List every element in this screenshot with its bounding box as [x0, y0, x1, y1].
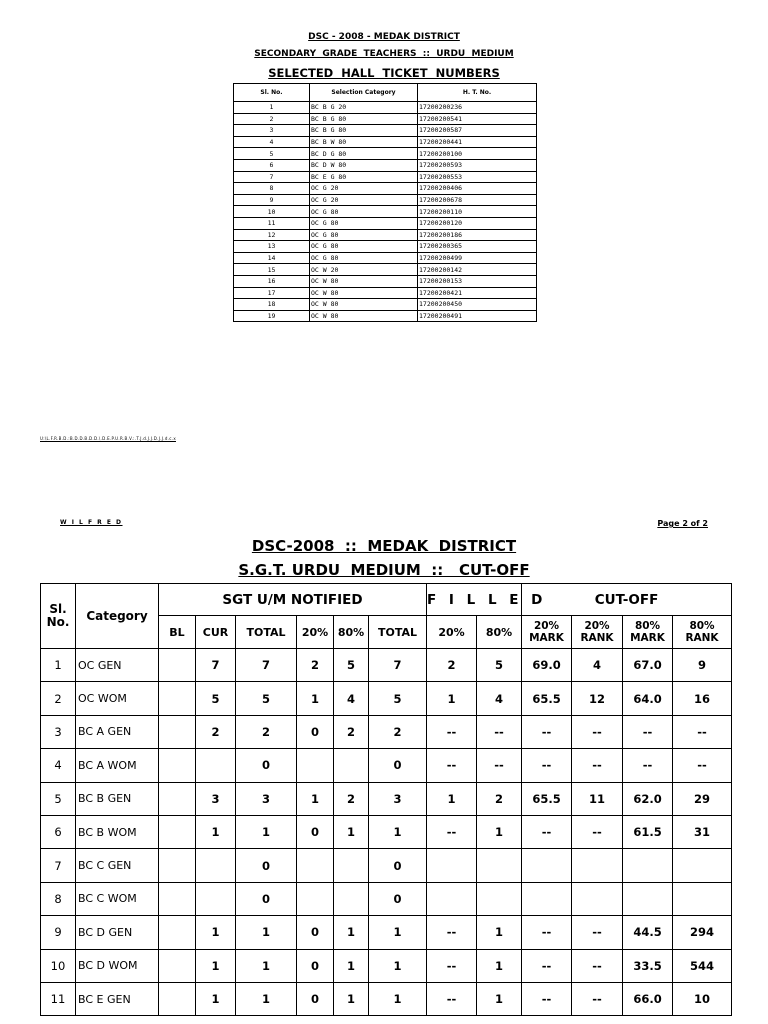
rank-80-cell: 294: [673, 916, 732, 949]
category-cell: BC D WOM: [76, 949, 159, 982]
mark-20-cell: 69.0: [522, 649, 572, 682]
notified-80-cell: [334, 882, 369, 915]
notified-20-cell: 1: [297, 782, 334, 815]
notified-80-cell: 2: [334, 715, 369, 748]
rank-20-cell: --: [572, 982, 623, 1015]
sl-no-cell: 15: [234, 264, 310, 276]
sl-no-cell: 9: [41, 916, 76, 949]
table-row: [234, 206, 537, 218]
bl-cell: [159, 982, 196, 1015]
total-2-cell: 1: [369, 916, 427, 949]
category-cell: BC D G 80: [310, 148, 418, 160]
total-cell: 3: [236, 782, 297, 815]
notified-80-cell: 1: [334, 982, 369, 1015]
filled-80-cell: 1: [477, 916, 522, 949]
sl-no-cell: 10: [234, 206, 310, 218]
category-cell: OC W 80: [310, 299, 418, 311]
cur-cell: 5: [196, 682, 236, 715]
ht-no-cell: 17200200236: [418, 102, 537, 114]
sl-no-cell: 1: [41, 649, 76, 682]
mark-80-cell: --: [623, 715, 673, 748]
filled-80-cell: 4: [477, 682, 522, 715]
category-cell: BC B WOM: [76, 815, 159, 848]
rank-80-cell: 544: [673, 949, 732, 982]
sl-no-cell: 9: [234, 194, 310, 206]
notified-20-cell: 0: [297, 916, 334, 949]
sl-no-cell: 2: [234, 113, 310, 125]
sl-no-cell: 8: [234, 183, 310, 195]
filled-80-cell: [477, 849, 522, 882]
category-cell: BC D GEN: [76, 916, 159, 949]
top-title-hall-tickets: SELECTED HALL TICKET NUMBERS: [268, 66, 500, 80]
sl-no-cell: 2: [41, 682, 76, 715]
mark-20-cell: --: [522, 715, 572, 748]
filled-80-cell: 5: [477, 649, 522, 682]
total-2-cell: 5: [369, 682, 427, 715]
sl-no-cell: 3: [41, 715, 76, 748]
cur-cell: 2: [196, 715, 236, 748]
sl-no-cell: 5: [41, 782, 76, 815]
category-cell: OC G 80: [310, 217, 418, 229]
table-row: [41, 882, 732, 915]
notified-80-cell: 2: [334, 782, 369, 815]
sl-no-cell: 18: [234, 299, 310, 311]
notified-80-cell: [334, 849, 369, 882]
cutoff-title-medium: S.G.T. URDU MEDIUM :: CUT-OFF: [238, 561, 530, 579]
sl-no-cell: 16: [234, 275, 310, 287]
rank-20-cell: --: [572, 815, 623, 848]
watermark-text: W I L F R E D: [60, 519, 123, 526]
hall-ticket-rows: [234, 102, 537, 322]
sl-no-cell: 4: [41, 749, 76, 782]
category-cell: BC B W 80: [310, 136, 418, 148]
table-row: [234, 148, 537, 160]
sl-no-cell: 11: [41, 982, 76, 1015]
bl-cell: [159, 849, 196, 882]
total-2-cell: 3: [369, 782, 427, 815]
total-cell: 7: [236, 649, 297, 682]
notified-20-cell: [297, 849, 334, 882]
rank-80-cell: [673, 882, 732, 915]
total-cell: 2: [236, 715, 297, 748]
table-row: [41, 649, 732, 682]
table-row: [41, 916, 732, 949]
page-number: Page 2 of 2: [657, 519, 708, 528]
table-row: [234, 229, 537, 241]
sl-no-cell: 7: [41, 849, 76, 882]
total-2-cell: 0: [369, 849, 427, 882]
sl-no-cell: 14: [234, 252, 310, 264]
table-row: [234, 102, 537, 114]
category-cell: BC D W 80: [310, 159, 418, 171]
mark-80-cell: 44.5: [623, 916, 673, 949]
sl-no-cell: 17: [234, 287, 310, 299]
sl-no-cell: 10: [41, 949, 76, 982]
bl-cell: [159, 749, 196, 782]
cutoff-title-district: DSC-2008 :: MEDAK DISTRICT: [251, 537, 517, 555]
notified-20-cell: [297, 882, 334, 915]
table-row: [234, 299, 537, 311]
rank-80-cell: 16: [673, 682, 732, 715]
ht-no-cell: 17200200100: [418, 148, 537, 160]
total-cell: 5: [236, 682, 297, 715]
filled-80-cell: --: [477, 715, 522, 748]
rank-80-cell: 9: [673, 649, 732, 682]
cur-cell: [196, 882, 236, 915]
filled-80-cell: 2: [477, 782, 522, 815]
total-cell: 1: [236, 982, 297, 1015]
mark-20-cell: --: [522, 815, 572, 848]
table-row: [234, 136, 537, 148]
table-row: [41, 682, 732, 715]
table-row: [234, 113, 537, 125]
ht-no-cell: 17200200491: [418, 310, 537, 322]
filled-20-cell: --: [427, 715, 477, 748]
bl-cell: [159, 782, 196, 815]
sl-no-cell: 12: [234, 229, 310, 241]
rank-20-cell: 12: [572, 682, 623, 715]
table-row: [234, 310, 537, 322]
cutoff-rows: [41, 649, 732, 1016]
header-bl: BL: [159, 616, 196, 649]
mark-20-cell: --: [522, 982, 572, 1015]
category-cell: OC W 80: [310, 275, 418, 287]
filled-80-cell: [477, 882, 522, 915]
notified-80-cell: 1: [334, 949, 369, 982]
ht-no-cell: 17200200587: [418, 125, 537, 137]
rank-80-cell: --: [673, 715, 732, 748]
filled-80-cell: --: [477, 749, 522, 782]
header-ht-no: H. T. No.: [418, 84, 537, 102]
table-row: [234, 183, 537, 195]
total-2-cell: 1: [369, 949, 427, 982]
bl-cell: [159, 715, 196, 748]
header-cur: CUR: [196, 616, 236, 649]
filled-20-cell: --: [427, 815, 477, 848]
header-selection-category: Selection Category: [310, 84, 418, 102]
sl-no-cell: 13: [234, 241, 310, 253]
category-cell: BC E GEN: [76, 982, 159, 1015]
notified-20-cell: 0: [297, 715, 334, 748]
table-row: [234, 275, 537, 287]
ht-no-cell: 17200200365: [418, 241, 537, 253]
ht-no-cell: 17200200450: [418, 299, 537, 311]
total-cell: 0: [236, 849, 297, 882]
ht-no-cell: 17200200421: [418, 287, 537, 299]
category-cell: OC GEN: [76, 649, 159, 682]
total-2-cell: 1: [369, 982, 427, 1015]
sl-no-cell: 6: [41, 815, 76, 848]
ht-no-cell: 17200200499: [418, 252, 537, 264]
mark-80-cell: 66.0: [623, 982, 673, 1015]
header-notified-80: 80%: [334, 616, 369, 649]
cutoff-table: [40, 583, 732, 1016]
notified-80-cell: [334, 749, 369, 782]
mark-80-cell: 33.5: [623, 949, 673, 982]
category-cell: BC B GEN: [76, 782, 159, 815]
filled-20-cell: --: [427, 916, 477, 949]
header-filled: F I L L E D: [427, 584, 522, 616]
total-2-cell: 0: [369, 882, 427, 915]
cur-cell: 7: [196, 649, 236, 682]
bl-cell: [159, 916, 196, 949]
table-row: [41, 715, 732, 748]
cur-cell: [196, 849, 236, 882]
cur-cell: 1: [196, 949, 236, 982]
cur-cell: 1: [196, 916, 236, 949]
bl-cell: [159, 815, 196, 848]
notified-20-cell: 0: [297, 982, 334, 1015]
notified-20-cell: 1: [297, 682, 334, 715]
total-cell: 1: [236, 916, 297, 949]
rank-80-cell: 29: [673, 782, 732, 815]
mark-20-cell: --: [522, 916, 572, 949]
bl-cell: [159, 649, 196, 682]
mark-20-cell: --: [522, 949, 572, 982]
mark-80-cell: --: [623, 749, 673, 782]
notified-20-cell: 0: [297, 815, 334, 848]
category-cell: OC G 80: [310, 206, 418, 218]
category-cell: OC WOM: [76, 682, 159, 715]
ht-no-cell: 17200200406: [418, 183, 537, 195]
notified-80-cell: 4: [334, 682, 369, 715]
header-80-mark: 80% MARK: [623, 616, 673, 649]
notified-80-cell: 5: [334, 649, 369, 682]
sl-no-cell: 19: [234, 310, 310, 322]
table-row: [41, 749, 732, 782]
table-row: [234, 194, 537, 206]
category-cell: OC G 80: [310, 252, 418, 264]
category-cell: OC G 20: [310, 194, 418, 206]
cur-cell: 1: [196, 982, 236, 1015]
rank-20-cell: --: [572, 749, 623, 782]
ht-no-cell: 17200200553: [418, 171, 537, 183]
table-row: [234, 125, 537, 137]
ht-no-cell: 17200200441: [418, 136, 537, 148]
filled-20-cell: --: [427, 949, 477, 982]
header-total: TOTAL: [236, 616, 297, 649]
category-cell: OC W 20: [310, 264, 418, 276]
hall-ticket-table: [233, 83, 537, 322]
sl-no-cell: 1: [234, 102, 310, 114]
mark-80-cell: [623, 849, 673, 882]
category-cell: BC E G 80: [310, 171, 418, 183]
category-cell: BC B G 80: [310, 125, 418, 137]
bl-cell: [159, 882, 196, 915]
filled-20-cell: 1: [427, 682, 477, 715]
filled-80-cell: 1: [477, 949, 522, 982]
table-row: [234, 217, 537, 229]
filled-20-cell: --: [427, 982, 477, 1015]
category-cell: OC G 20: [310, 183, 418, 195]
notified-20-cell: 2: [297, 649, 334, 682]
total-cell: 1: [236, 815, 297, 848]
sl-no-cell: 11: [234, 217, 310, 229]
header-cutoff: CUT-OFF: [522, 584, 732, 616]
category-cell: OC G 80: [310, 241, 418, 253]
cur-cell: [196, 749, 236, 782]
ht-no-cell: 17200200186: [418, 229, 537, 241]
table-row: [41, 782, 732, 815]
cur-cell: 3: [196, 782, 236, 815]
filled-20-cell: 1: [427, 782, 477, 815]
sl-no-cell: 8: [41, 882, 76, 915]
mark-80-cell: 64.0: [623, 682, 673, 715]
total-2-cell: 7: [369, 649, 427, 682]
mark-80-cell: 62.0: [623, 782, 673, 815]
ht-no-cell: 17200200678: [418, 194, 537, 206]
sl-no-cell: 5: [234, 148, 310, 160]
notified-80-cell: 1: [334, 916, 369, 949]
ht-no-cell: 17200200142: [418, 264, 537, 276]
mark-80-cell: 61.5: [623, 815, 673, 848]
header-notified-20: 20%: [297, 616, 334, 649]
rank-20-cell: [572, 849, 623, 882]
filled-20-cell: [427, 882, 477, 915]
file-path-footer: U:\L.F.R.B.D.:B.D.D.B.D.D.\.D.E.P.U.R.B.V.:.T.J.d.J.J.D.J.J.d.c.x: [40, 436, 176, 441]
header-20-rank: 20% RANK: [572, 616, 623, 649]
category-cell: BC A GEN: [76, 715, 159, 748]
total-2-cell: 0: [369, 749, 427, 782]
header-80-rank: 80% RANK: [673, 616, 732, 649]
header-filled-80: 80%: [477, 616, 522, 649]
table-row: [41, 849, 732, 882]
notified-80-cell: 1: [334, 815, 369, 848]
category-cell: OC W 80: [310, 310, 418, 322]
mark-20-cell: [522, 882, 572, 915]
rank-80-cell: --: [673, 749, 732, 782]
table-row: [234, 287, 537, 299]
mark-20-cell: 65.5: [522, 682, 572, 715]
table-row: [234, 241, 537, 253]
rank-20-cell: --: [572, 916, 623, 949]
header-filled-20: 20%: [427, 616, 477, 649]
header-sl-no: Sl. No.: [41, 584, 76, 649]
ht-no-cell: 17200200110: [418, 206, 537, 218]
total-cell: 1: [236, 949, 297, 982]
cur-cell: 1: [196, 815, 236, 848]
category-cell: BC B G 80: [310, 113, 418, 125]
header-20-mark: 20% MARK: [522, 616, 572, 649]
rank-20-cell: [572, 882, 623, 915]
top-title-teachers: SECONDARY GRADE TEACHERS :: URDU MEDIUM: [254, 49, 514, 59]
notified-20-cell: [297, 749, 334, 782]
bl-cell: [159, 682, 196, 715]
table-row: [234, 264, 537, 276]
rank-20-cell: --: [572, 715, 623, 748]
rank-80-cell: [673, 849, 732, 882]
category-cell: BC C WOM: [76, 882, 159, 915]
sl-no-cell: 4: [234, 136, 310, 148]
top-title-district: DSC - 2008 - MEDAK DISTRICT: [308, 32, 460, 42]
total-cell: 0: [236, 749, 297, 782]
total-cell: 0: [236, 882, 297, 915]
table-row: [41, 982, 732, 1015]
mark-80-cell: [623, 882, 673, 915]
category-cell: BC B G 20: [310, 102, 418, 114]
rank-20-cell: 11: [572, 782, 623, 815]
table-row: [41, 949, 732, 982]
table-row: [41, 815, 732, 848]
rank-20-cell: 4: [572, 649, 623, 682]
filled-20-cell: [427, 849, 477, 882]
ht-no-cell: 17200200593: [418, 159, 537, 171]
sl-no-cell: 7: [234, 171, 310, 183]
rank-80-cell: 31: [673, 815, 732, 848]
category-cell: BC A WOM: [76, 749, 159, 782]
hall-ticket-header-row: [234, 84, 537, 102]
filled-20-cell: --: [427, 749, 477, 782]
category-cell: BC C GEN: [76, 849, 159, 882]
header-sl-no: Sl. No.: [234, 84, 310, 102]
ht-no-cell: 17200200153: [418, 275, 537, 287]
ht-no-cell: 17200200120: [418, 217, 537, 229]
rank-80-cell: 10: [673, 982, 732, 1015]
mark-20-cell: --: [522, 749, 572, 782]
sl-no-cell: 6: [234, 159, 310, 171]
ht-no-cell: 17200200541: [418, 113, 537, 125]
filled-20-cell: 2: [427, 649, 477, 682]
mark-20-cell: [522, 849, 572, 882]
table-row: [234, 159, 537, 171]
sl-no-cell: 3: [234, 125, 310, 137]
cutoff-header-row-1: [41, 584, 732, 616]
header-notified: SGT U/M NOTIFIED: [159, 584, 427, 616]
rank-20-cell: --: [572, 949, 623, 982]
bl-cell: [159, 949, 196, 982]
category-cell: OC G 80: [310, 229, 418, 241]
total-2-cell: 2: [369, 715, 427, 748]
category-cell: OC W 80: [310, 287, 418, 299]
total-2-cell: 1: [369, 815, 427, 848]
filled-80-cell: 1: [477, 815, 522, 848]
header-total-2: TOTAL: [369, 616, 427, 649]
table-row: [234, 171, 537, 183]
mark-80-cell: 67.0: [623, 649, 673, 682]
header-category: Category: [76, 584, 159, 649]
filled-80-cell: 1: [477, 982, 522, 1015]
notified-20-cell: 0: [297, 949, 334, 982]
table-row: [234, 252, 537, 264]
mark-20-cell: 65.5: [522, 782, 572, 815]
